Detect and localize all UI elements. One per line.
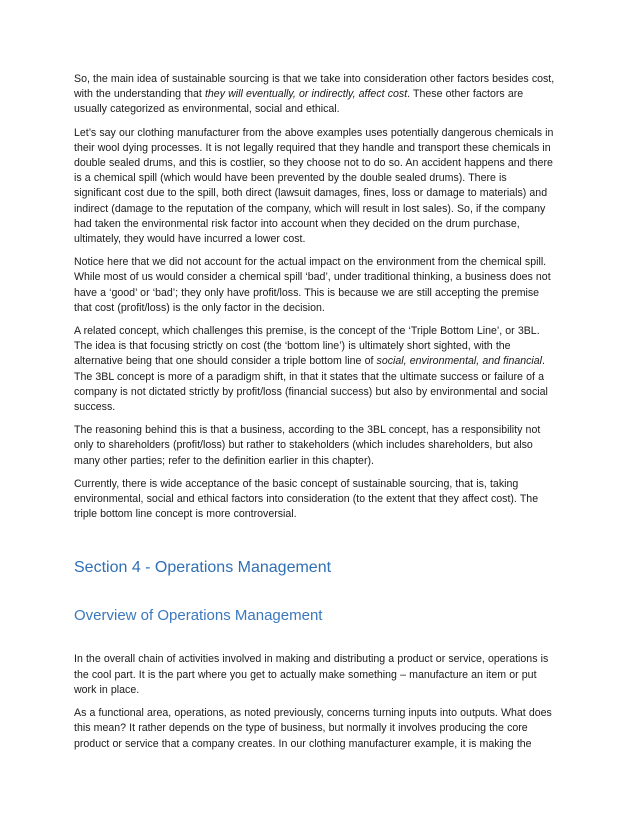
section-heading: Section 4 - Operations Management xyxy=(74,559,332,577)
paragraph-text: . The 3BL concept is more of a paradigm shift, in that it states that the ultimate success or failure of a company is not dictated strictly by profit/loss (financial success) but also by environmental and social success. xyxy=(74,355,548,414)
paragraph-text: So, the main idea of sustainable sourcing is that we take into consideration other factors besides cost, with the understanding that xyxy=(74,73,555,101)
emphasis-text: social, environmental, and financial xyxy=(376,355,543,368)
paragraph-chemical-example: Let’s say our clothing manufacturer from the above examples uses potentially dangerous chemicals in their wool dying processes. It is not legally required that they handle and transport these chemicals in double sealed drums, and this is costlier, so they choose not to do so. An accident happens and there is a chemical spill (which would have been prevented by the double sealed drums). There is significant cost due to the spill, both direct (lawsuit damages, fines, loss or damage to materials) and indirect (damage to the reputation of the company, which will result in lost sales). So, if the company had taken the environmental risk factor into account when they decided on the drum purchase, ultimately, they would have incurred a lower cost. xyxy=(74,126,554,246)
paragraph-sustainable-sourcing-idea xyxy=(74,72,556,118)
paragraph-environment-impact: Notice here that we did not account for the actual impact on the environment from the chemical spill. While most of us would consider a chemical spill ‘bad’, under traditional thinking, a business does not have a ‘good’ or ‘bad’; they only have profit/loss. This is because we are still accepting the premise that cost (profit/loss) is the only factor in the decision. xyxy=(74,256,551,314)
page-content xyxy=(74,72,556,760)
paragraph-text: A related concept, which challenges this premise, is the concept of the ‘Triple Bottom Line’, or 3BL. The idea is that focusing strictly on cost (the ‘bottom line’) is ultimately short sighted, with the alternative being that one should consider a triple bottom line of xyxy=(74,325,540,368)
paragraph-3bl-reasoning: The reasoning behind this is that a business, according to the 3BL concept, has a responsibility not only to shareholders (profit/loss) but rather to stakeholders (which includes shareholders, but also many other parties; refer to the definition earlier in this chapter). xyxy=(74,424,541,467)
paragraph-operations-functional-area: As a functional area, operations, as noted previously, concerns turning inputs into outputs. What does this mean? It rather depends on the type of business, but normally it involves producing the core product or service that a company creates. In our clothing manufacturer example, it is making the xyxy=(74,707,552,750)
emphasis-text: they will eventually, or indirectly, affect cost xyxy=(204,88,408,101)
paragraph-operations-cool-part: In the overall chain of activities involved in making and distributing a product or service, operations is the cool part. It is the part where you get to actually make something – manufacture an item or put work in place. xyxy=(74,653,549,696)
paragraph-triple-bottom-line xyxy=(74,324,556,415)
paragraph-acceptance: Currently, there is wide acceptance of the basic concept of sustainable sourcing, that is, taking environmental, social and ethical factors into consideration (to the extent that they affect cost). The triple bottom line concept is more controversial. xyxy=(74,477,539,521)
subsection-heading: Overview of Operations Management xyxy=(74,607,323,625)
paragraph-text: . These other factors are usually categorized as environmental, social and ethical. xyxy=(74,88,524,116)
